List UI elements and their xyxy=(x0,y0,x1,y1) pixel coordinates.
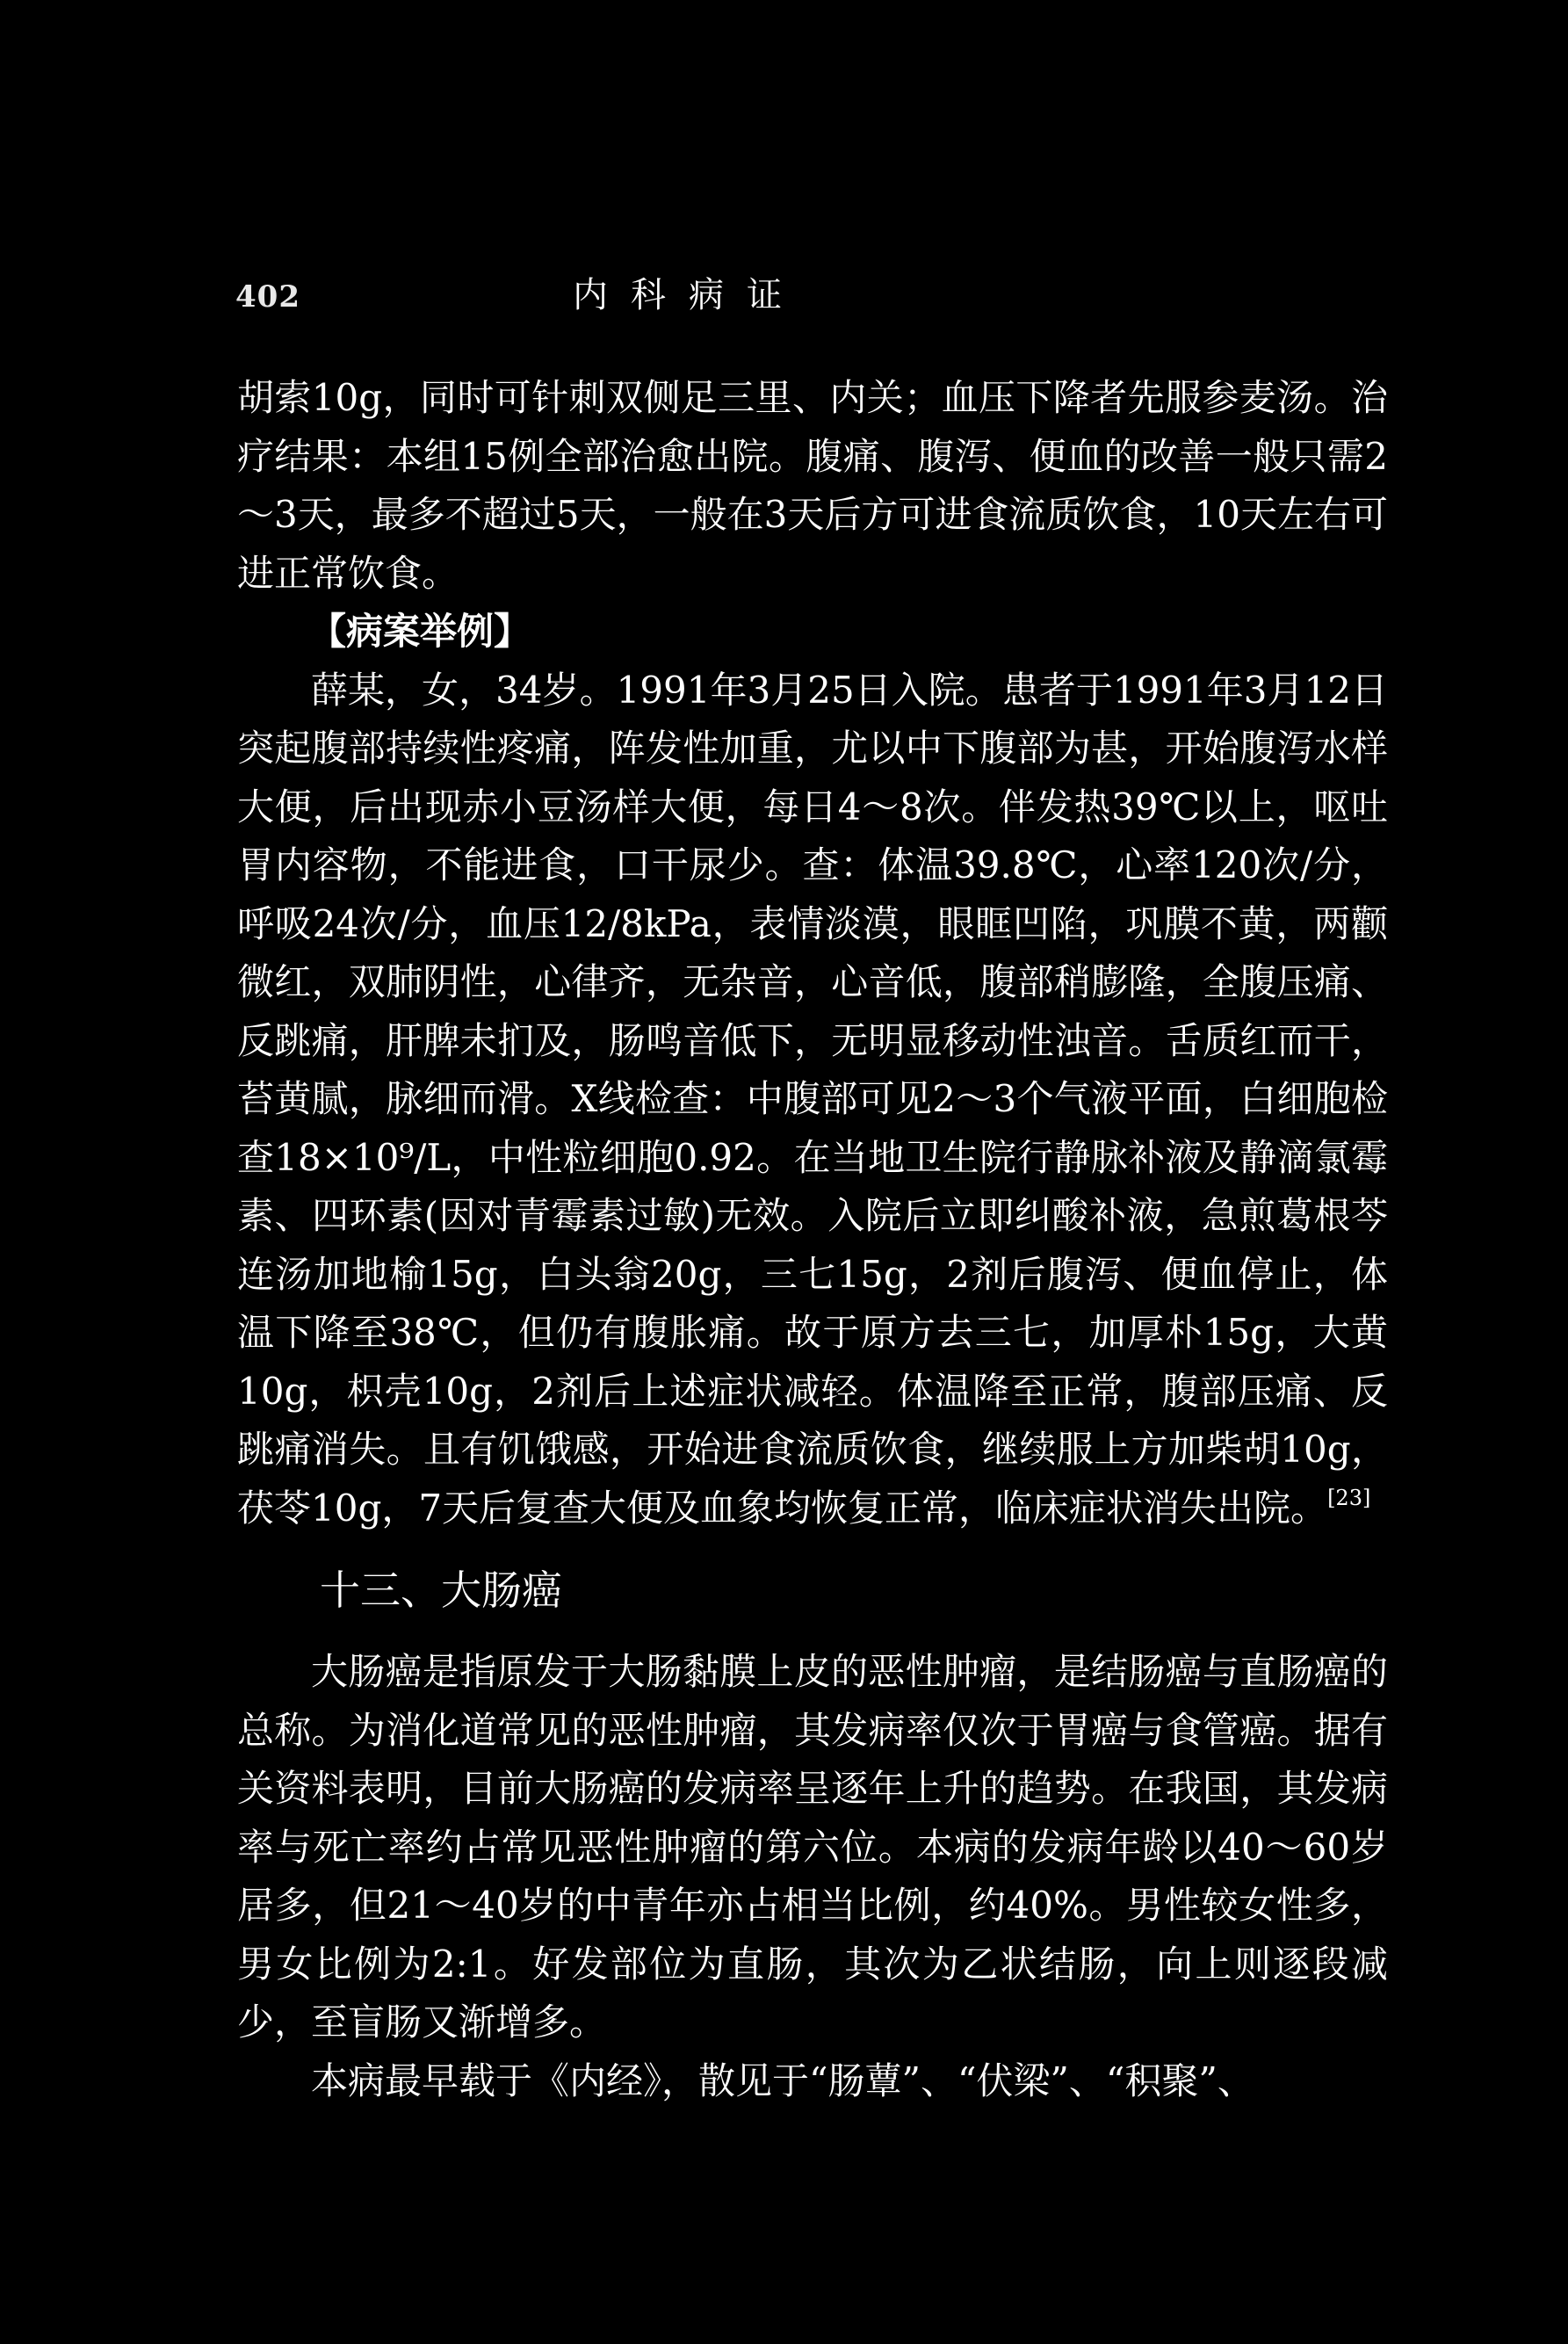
case-text: 薛某，女，34岁。1991年3月25日入院。患者于1991年3月12日突起腹部持续性疼痛，阵发性加重，尤以中下腹部为甚，开始腹泻水样大便，后出现赤小豆汤样大便，每日4～8次。伴发热39℃以上，呕吐胃内容物，不能进食，口干尿少。查：体温39.8℃，心率120次/分，呼吸24次/分，血压12/8kPa，表情淡漠，眼眶凹陷，巩膜不黄，两颧微红，双肺阴性，心律齐，无杂音，心音低，腹部稍膨隆，全腹压痛、反跳痛，肝脾未扪及，肠鸣音低下，无明显移动性浊音。舌质红而干，苔黄腻，脉细而滑。X线检查：中腹部可见2～3个气液平面，白细胞检查18×10⁹/L，中性粒细胞0.92。在当地卫生院行静脉补液及静滴氯霉素、四环素(因对青霉素过敏)无效。入院后立即纠酸补液，急煎葛根芩连汤加地榆15g，白头翁20g，三七15g，2剂后腹泻、便血停止，体温下降至38℃，但仍有腹胀痛。故于原方去三七，加厚朴15g，大黄10g，枳壳10g，2剂后上述症状减轻。体温降至正常，腹部压痛、反跳痛消失。且有饥饿感，开始进食流质饮食，继续服上方加柴胡10g，茯苓10g，7天后复查大便及血象均恢复正常，临床症状消失出院。 xyxy=(237,668,1388,1530)
section-paragraph: 本病最早载于《内经》，散见于“肠蕈”、“伏梁”、“积聚”、 xyxy=(311,2058,1254,2102)
section-heading: 十三、大肠癌 xyxy=(320,1566,562,1614)
case-reference: [23] xyxy=(1327,1485,1371,1510)
continuation-paragraph: 胡索10g，同时可针刺双侧足三里、内关；血压下降者先服参麦汤。治疗结果：本组15例全部治愈出院。腹痛、腹泻、便血的改善一般只需2～3天，最多不超过5天，一般在3天后方可进食流质饮食，10天左右可进正常饮食。 xyxy=(237,376,1388,595)
running-title: 内科病证 xyxy=(573,275,805,315)
page-number: 402 xyxy=(235,279,300,315)
page-body xyxy=(237,369,1388,2110)
section-paragraph: 大肠癌是指原发于大肠黏膜上皮的恶性肿瘤，是结肠癌与直肠癌的总称。为消化道常见的恶性肿瘤，其发病率仅次于胃癌与食管癌。据有关资料表明，目前大肠癌的发病率呈逐年上升的趋势。在我国，其发病率与死亡率约占常见恶性肿瘤的第六位。本病的发病年龄以40～60岁居多，但21～40岁的中青年亦占相当比例，约40%。男性较女性多，男女比例为2:1。好发部位为直肠，其次为乙状结肠，向上则逐段减少，至盲肠又渐增多。 xyxy=(237,1650,1388,2044)
case-paragraph xyxy=(237,662,1388,1538)
case-heading: 【病案举例】 xyxy=(309,610,531,653)
